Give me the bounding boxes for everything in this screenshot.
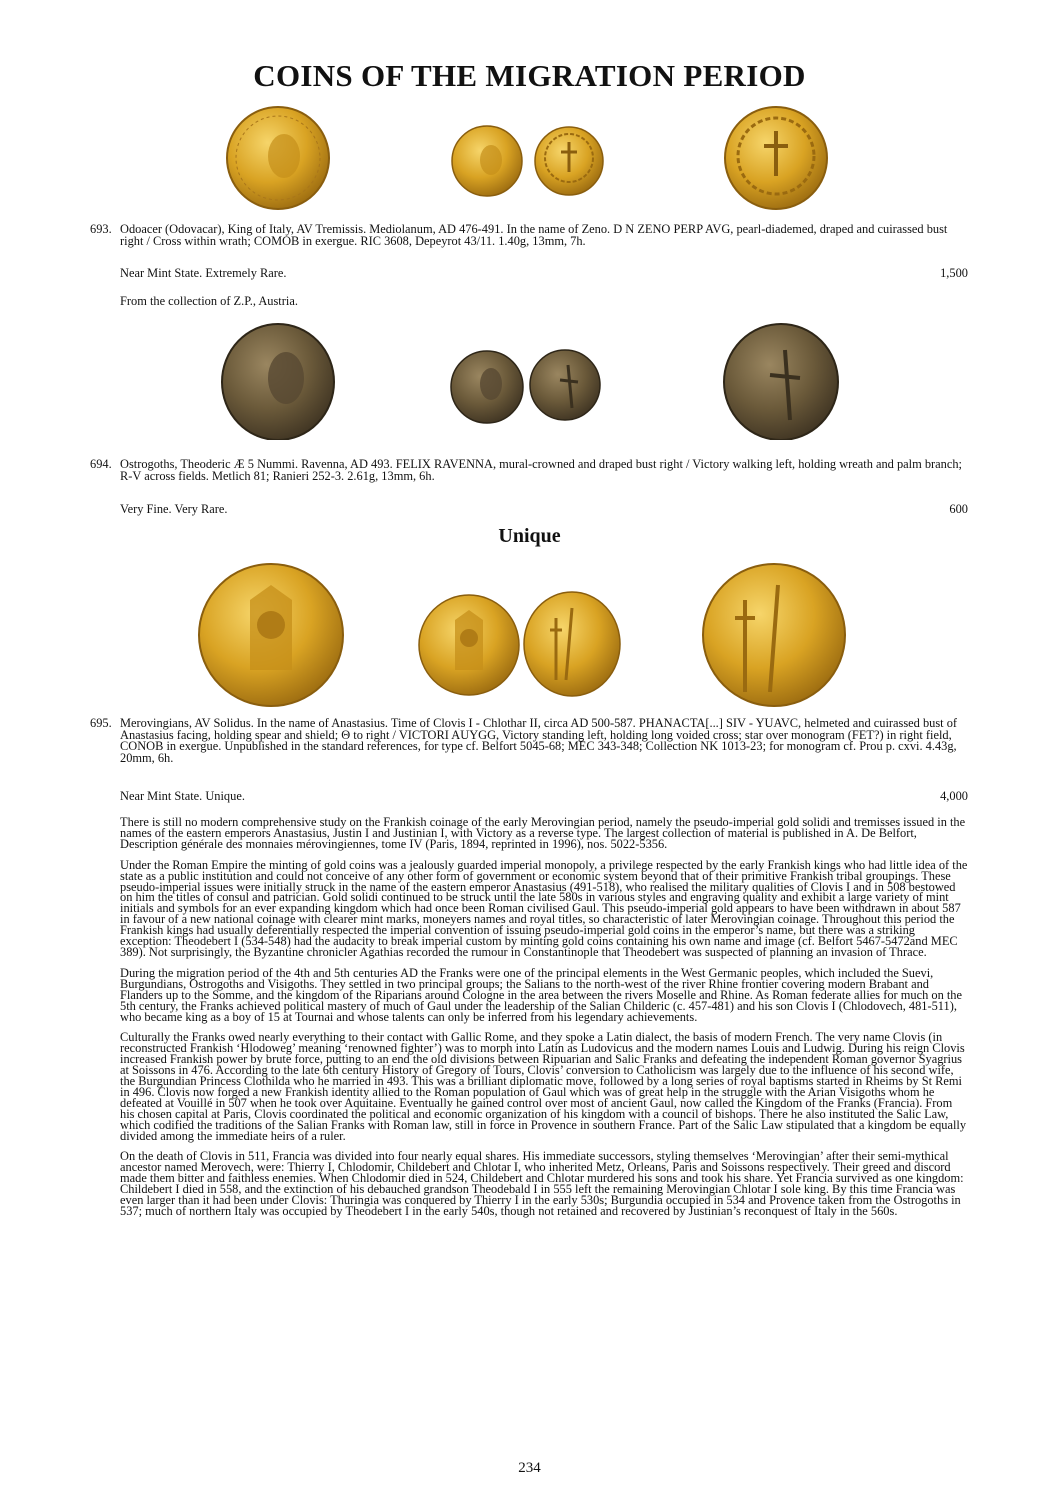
lot-description: Odoacer (Odovacar), King of Italy, AV Tremissis. Mediolanum, AD 476-491. In the name of Zeno. D N ZENO PERP AVG, pearl-diademed, draped and cuirassed bust right / Cross within wrath; COMOB in exergue. RIC 3608, Depeyrot 43/11. 1.40g, 13mm, 7h. (120, 222, 948, 248)
essay-paragraph: There is still no modern comprehensive study on the Frankish coinage of the early Merovingian period, namely the pseudo-imperial gold solidi and tremisses issued in the names of the eastern emperors Anastasius, Justin I and Justinian I, with Victory as a reverse type. The largest collection of material is published in A. De Belfort, Description générale des monnaies mérovingiennes, tome IV (Paris, 1894, reprinted in 1996), nos. 5022-5356. (120, 815, 966, 851)
coin-obverse-large (222, 324, 334, 440)
coin-reverse-large (703, 564, 845, 706)
lot-694-grade-row (120, 502, 968, 517)
essay-paragraph: On the death of Clovis in 511, Francia was divided into four nearly equal shares. His immediate successors, styling themselves ‘Merovingian’ after their semi-mythical ancestor named Merovech, were: Thierry I, Chlodomir, Childebert and Chlotar I, who inherited Metz, Orleans, Paris and Soissons respectively. Their greed and discord made them bitter and faithless enemies. When Chlodomir died in 524, Childebert and Chlotar murdered his sons and took his share. Yet Francia survived as one kingdom: Childebert I died in 558, and the extinction of his debauched grandson Theodebald I in 555 left the remaining Merovingian Chlotar I sole king. By this time Francia was even larger than it had been under Clovis: Thuringia was conquered by Thierry I in the early 530s; Burgundia occupied in 534 and Provence taken from the Ostrogoths in 537; much of northern Italy was occupied by Theodebert I in the early 540s, though not retained and recovered by Justinian’s reconquest of Italy in the 560s. (120, 1149, 964, 1218)
coin-obverse-small (451, 351, 523, 423)
essay-text (120, 817, 968, 1227)
lot-693-grade-row (120, 266, 968, 281)
coin-images-694 (0, 320, 1059, 440)
coin-obverse-large (199, 564, 343, 706)
coin-reverse-large (725, 107, 827, 209)
lot-estimate: 1,500 (940, 266, 968, 280)
essay-paragraph: Under the Roman Empire the minting of gold coins was a jealously guarded imperial monopoly, a privilege respected by the early Frankish kings who had little idea of the state as a public institution and could not conceive of any other form of government or economic system beyond that of their primitive Frankish tribal groupings. These pseudo-imperial issues were initially struck in the name of the eastern emperor Anastasius (491-518), who realised the military qualities of Clovis I and in 508 bestowed on him the titles of consul and patrician. Gold solidi continued to be struck until the late 580s in various styles and engraving quality and exhibit a large variety of mint initials and symbols for an ever expanding kingdom which had once been Roman civilised Gaul. This pseudo-imperial gold appears to have been withdrawn in about 587 in favour of a new national coinage with clearer mint marks, moneyers names and royal titles, so characteristic of later Merovingian coinage. Throughout this period the Frankish kings had usually deferentially respected the imperial convention of issuing pseudo-imperial gold coins in the emperor’s name, but there was a striking exception: Theodebert I (534-548) had the audacity to break imperial custom by minting gold coins containing his own name and image (cf. Belfort 5467-5472and MEC 389). Not surprisingly, the Byzantine chronicler Agathias recorded the rumour in Constantinople that Theodebert was suspected of planning an invasion of Thrace. (120, 857, 968, 959)
lot-description: Ostrogoths, Theoderic Æ 5 Nummi. Ravenna, AD 493. FELIX RAVENNA, mural-crowned and draped bust right / Victory walking left, holding wreath and palm branch; R-V across fields. Metlich 81; Ranieri 252-3. 2.61g, 13mm, 6h. (120, 457, 963, 483)
coin-images-693 (0, 106, 1059, 226)
lot-description: Merovingians, AV Solidus. In the name of Anastasius. Time of Clovis I - Chlothar II, circa AD 500-587. PHANACTA[...] SIV - YUAVC, helmeted and cuirassed bust of Anastasius facing, holding spear and shield; Θ to right / VICTORI AUYGG, Victory standing left, holding long voided cross; star over monogram (FET?) in right field, CONOB in exergue. Unpublished in the standard references, for type cf. Belfort 5045-68; MEC 343-348; Collection NK 1013-23; for monogram cf. Prou p. cxvi. 4.43g, 20mm, 6h. (120, 716, 958, 765)
lot-number: 695. (90, 716, 112, 730)
lot-695-grade-row (120, 789, 968, 804)
coin-obverse-large (227, 107, 329, 209)
coin-images-695 (0, 560, 1059, 680)
coin-obverse-small (452, 126, 522, 196)
lot-number: 693. (90, 222, 112, 236)
coin-reverse-large (724, 324, 838, 440)
lot-693-provenance: From the collection of Z.P., Austria. (120, 294, 298, 308)
section-heading-unique: Unique (498, 525, 561, 547)
page-title: COINS OF THE MIGRATION PERIOD (253, 58, 806, 93)
coin-reverse-small (530, 350, 600, 420)
lot-grade: Very Fine. Very Rare. (120, 502, 228, 516)
lot-695 (90, 718, 970, 764)
lot-estimate: 4,000 (940, 789, 968, 803)
essay-paragraph: Culturally the Franks owed nearly everything to their contact with Gallic Rome, and they spoke a Latin dialect, the basis of modern French. The very name Clovis (in reconstructed Frankish ‘Hlodoweg’ meaning ‘renowned fighter’) was to morph into Latin as Ludovicus and the modern names Louis and Ludwig. During his reign Clovis increased Frankish power by brute force, putting to an end the old divisions between Ripuarian and Salic Franks and defeating the independent Roman governor Syagrius at Soissons in 476. According to the late 6th century History of Gregory of Tours, Clovis’ conversion to Catholicism was largely due to the influence of his second wife, the Burgundian Princess Clothilda who he married in 493. This was a brilliant diplomatic move, followed by a long series of royal baptisms started in Rheims by St Remi in 496. Clovis now forged a new Frankish identity allied to the Roman population of Gaul which was of great help in the struggle with the Arian Visigoths whom he defeated at Vouillé in 507 when he took over Aquitaine. Eventually he gained control over most of ancient Gaul, now called the Kingdom of the Franks (Francia). From his chosen capital at Paris, Clovis coordinated the political and economic organization of his kingdom with a council of bishops. There he also instituted the Salic Law, which codified the traditions of the Salian Franks with Roman law, still in force in Provence in southern France. Part of the Salic Law stipulated that a kingdom be equally divided among the immediate heirs of a ruler. (120, 1030, 967, 1143)
lot-number: 694. (90, 457, 112, 471)
lot-694 (90, 459, 970, 482)
coin-reverse-small (524, 592, 620, 696)
page-number: 234 (518, 1460, 541, 1476)
coin-reverse-small (535, 127, 603, 195)
coin-obverse-small (419, 595, 519, 695)
lot-693 (90, 224, 970, 247)
lot-grade: Near Mint State. Unique. (120, 789, 245, 803)
lot-grade: Near Mint State. Extremely Rare. (120, 266, 287, 280)
essay-paragraph: During the migration period of the 4th and 5th centuries AD the Franks were one of the principal elements in the West Germanic peoples, which included the Suevi, Burgundians, Ostrogoths and Visigoths. They settled in two principal groups; the Salians to the north-west of the river Rhine frontier covering modern Brabant and Flanders up to the Somme, and the kingdom of the Riparians around Cologne in the area between the rivers Moselle and Rhine. As Roman federate allies for much on the 5th century, the Franks achieved political mastery of much of Gaul under the leadership of the Salian Childeric (c. 457-481) and his son Clovis I (Chlodovech, 481-511), who became king as a boy of 15 at Tournai and whose talents can only be inferred from his legendary achievements. (120, 965, 963, 1024)
lot-estimate: 600 (949, 502, 968, 516)
